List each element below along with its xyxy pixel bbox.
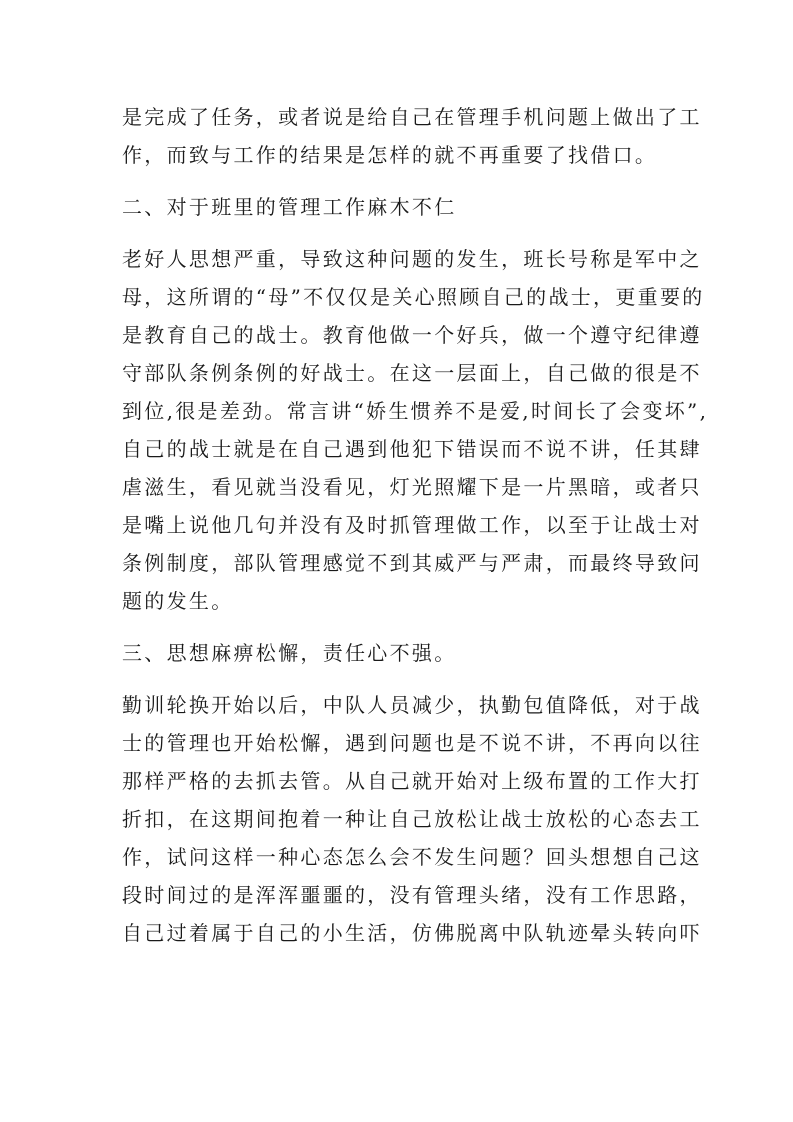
text-line: 守部队条例条例的好战士。在这一层面上，自己做的很是不 [122, 361, 702, 385]
text-line: 作，试问这样一种心态怎么会不发生问题？回头想想自己这 [122, 845, 702, 869]
document-page [122, 98, 709, 952]
paragraph-3 [122, 686, 702, 952]
text-line: 自己的战士就是在自己遇到他犯下错误而不说不讲，任其肆 [122, 437, 702, 461]
text-line: 那样严格的去抓去管。从自己就开始对上级布置的工作大打 [122, 769, 702, 793]
text-line: 士的管理也开始松懈，遇到问题也是不说不讲，不再向以往 [122, 731, 702, 755]
text-line: 折扣，在这期间抱着一种让自己放松让战士放松的心态去工 [122, 807, 702, 831]
text-line: 是完成了任务，或者说是给自己在管理手机问题上做出了工 [122, 105, 702, 129]
text-line: 勤训轮换开始以后，中队人员减少，执勤包值降低，对于战 [122, 693, 702, 717]
text-line: 自己过着属于自己的小生活，仿佛脱离中队轨迹晕头转向吓 [122, 921, 702, 945]
text-line: 虐滋生，看见就当没看见，灯光照耀下是一片黑暗，或者只 [122, 475, 702, 499]
paragraph-1 [122, 98, 702, 174]
text-line: 老好人思想严重，导致这种问题的发生，班长号称是军中之 [122, 247, 702, 271]
text-line: 是嘴上说他几句并没有及时抓管理做工作，以至于让战士对 [122, 513, 702, 537]
text-line: 作，而致与工作的结果是怎样的就不再重要了找借口。 [122, 143, 658, 167]
text-line: 是教育自己的战士。教育他做一个好兵，做一个遵守纪律遵 [122, 323, 702, 347]
text-line: 到位,很是差劲。常言讲“娇生惯养不是爱,时间长了会变坏”, [122, 399, 709, 423]
paragraph-2 [122, 240, 709, 620]
text-line: 段时间过的是浑浑噩噩的，没有管理头绪，没有工作思路， [122, 883, 702, 907]
section-heading-2: 二、对于班里的管理工作麻木不仁 [122, 195, 457, 219]
text-line: 题的发生。 [122, 589, 234, 613]
text-line: 条例制度，部队管理感觉不到其威严与严肃，而最终导致问 [122, 551, 702, 575]
text-line: 母，这所谓的“母”不仅仅是关心照顾自己的战士，更重要的 [122, 285, 705, 309]
section-heading-3: 三、思想麻痹松懈，责任心不强。 [122, 641, 457, 665]
